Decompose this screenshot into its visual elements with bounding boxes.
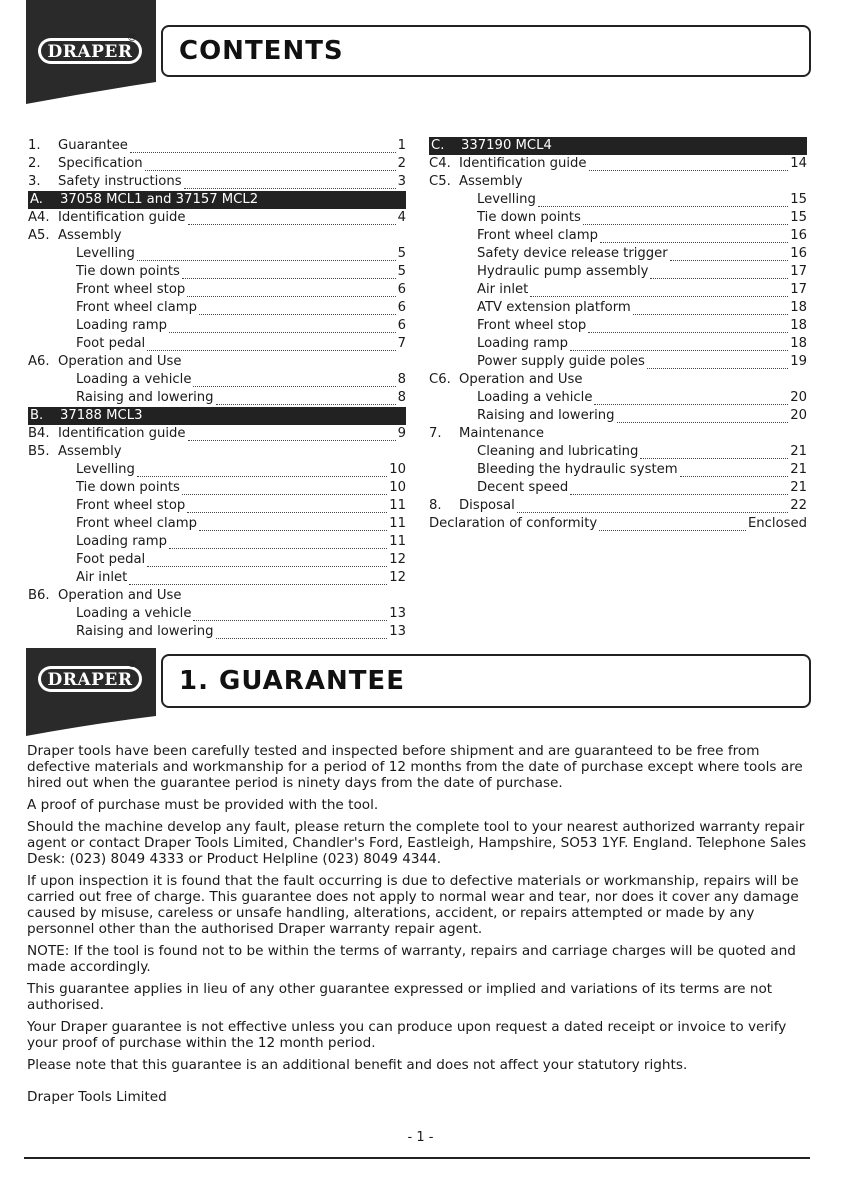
toc-entry-label: Air inlet (477, 282, 529, 297)
toc-entry-page: 8 (397, 372, 406, 387)
toc-entry-label: Power supply guide poles (477, 354, 645, 369)
toc-leader-dots (600, 231, 788, 243)
toc-entry-page: 3 (397, 174, 406, 189)
toc-entry-page: 12 (389, 570, 406, 585)
toc-leader-dots (187, 285, 395, 297)
toc-entry-label: Tie down points (76, 480, 180, 495)
toc-entry-label: Air inlet (76, 570, 128, 585)
toc-entry (28, 587, 406, 605)
toc-entry (28, 515, 406, 533)
toc-leader-dots (647, 357, 788, 369)
toc-entry-label: Levelling (76, 462, 135, 477)
toc-entry (28, 155, 406, 173)
toc-entry-label: 337190 MCL4 (461, 138, 552, 153)
toc-entry-page: 14 (790, 156, 807, 171)
toc-entry-label: Loading ramp (76, 318, 167, 333)
toc-leader-dots (169, 537, 387, 549)
toc-entry-page: 6 (397, 300, 406, 315)
toc-leader-dots (583, 213, 788, 225)
toc-entry-number: 2. (28, 156, 41, 171)
toc-entry (429, 263, 807, 281)
toc-entry-label: Identification guide (58, 210, 186, 225)
toc-entry (429, 335, 807, 353)
toc-entry-label: Foot pedal (76, 336, 146, 351)
toc-entry-number: A4. (28, 210, 50, 225)
toc-entry-label: Levelling (477, 192, 536, 207)
toc-entry (28, 299, 406, 317)
toc-entry (28, 551, 406, 569)
guarantee-banner (0, 648, 841, 728)
toc-entry-page: 18 (790, 300, 807, 315)
toc-entry-number: A5. (28, 228, 50, 243)
toc-entry-label: Guarantee (58, 138, 128, 153)
toc-entry-label: Tie down points (477, 210, 581, 225)
guarantee-paragraph: Should the machine develop any fault, please return the complete tool to your nearest authorized warranty repair agent or contact Draper Tools Limited, Chandler's Ford, Eastleigh, Hampshire, SO53 1YF. England. Telephone Sales Desk: (023) 8049 4333 or Product Helpline (023) 8049 4344. (27, 819, 807, 867)
toc-entry (28, 137, 406, 155)
toc-leader-dots (147, 555, 387, 567)
toc-entry (429, 209, 807, 227)
toc-entry-page: 11 (389, 498, 406, 513)
toc-leader-dots (538, 195, 788, 207)
toc-entry-page: 21 (790, 444, 807, 459)
toc-entry-page: 15 (790, 210, 807, 225)
toc-entry-number: C5. (429, 174, 451, 189)
toc-leader-dots (599, 519, 746, 531)
toc-entry (429, 281, 807, 299)
toc-entry-page: Enclosed (747, 516, 807, 531)
toc-entry (28, 353, 406, 371)
toc-leader-dots (187, 501, 387, 513)
brand-tab (26, 0, 156, 104)
toc-leader-dots (137, 465, 387, 477)
toc-entry-number: B4. (28, 426, 50, 441)
contents-title: CONTENTS (179, 36, 344, 66)
toc-entry-number: B6. (28, 588, 50, 603)
toc-entry-page: 22 (790, 498, 807, 513)
toc-entry (28, 461, 406, 479)
toc-entry (28, 425, 406, 443)
toc-leader-dots (130, 141, 396, 153)
page-number: - 1 - (407, 1130, 434, 1145)
toc-entry-page: 18 (790, 318, 807, 333)
toc-entry-page: 15 (790, 192, 807, 207)
toc-entry (429, 389, 807, 407)
toc-entry-number: 7. (429, 426, 442, 441)
toc-entry-label: Tie down points (76, 264, 180, 279)
toc-entry-label: Front wheel stop (76, 282, 186, 297)
toc-entry-number: 8. (429, 498, 442, 513)
toc-leader-dots (570, 339, 788, 351)
toc-leader-dots (588, 321, 788, 333)
toc-entry-label: Front wheel stop (477, 318, 587, 333)
toc-entry (429, 497, 807, 515)
toc-left-column (28, 137, 406, 641)
toc-right-column (429, 137, 807, 533)
toc-entry-page: 2 (397, 156, 406, 171)
toc-entry (429, 155, 807, 173)
toc-entry-label: Levelling (76, 246, 135, 261)
signoff: Draper Tools Limited (27, 1089, 167, 1105)
toc-entry-label: Identification guide (58, 426, 186, 441)
toc-entry-page: 6 (397, 282, 406, 297)
toc-entry-label: Assembly (58, 444, 122, 459)
toc-entry (28, 479, 406, 497)
guarantee-title: 1. GUARANTEE (179, 666, 405, 696)
toc-entry-page: 1 (397, 138, 406, 153)
toc-entry-page: 6 (397, 318, 406, 333)
toc-leader-dots (680, 465, 789, 477)
toc-entry (28, 227, 406, 245)
toc-entry-page: 18 (790, 336, 807, 351)
toc-entry-label: Loading ramp (76, 534, 167, 549)
toc-leader-dots (169, 321, 396, 333)
toc-leader-dots (530, 285, 788, 297)
toc-leader-dots (650, 267, 788, 279)
toc-entry-label: Specification (58, 156, 143, 171)
toc-entry-page: 11 (389, 534, 406, 549)
toc-leader-dots (589, 159, 789, 171)
contents-banner (0, 0, 841, 80)
toc-entry-label: Raising and lowering (76, 390, 214, 405)
toc-entry (429, 227, 807, 245)
toc-entry (28, 569, 406, 587)
guarantee-paragraph: Your Draper guarantee is not effective unless you can produce upon request a dated receipt or invoice to verify your proof of purchase within the 12 month period. (27, 1019, 787, 1051)
toc-entry-label: Operation and Use (58, 588, 182, 603)
toc-entry (429, 317, 807, 335)
toc-entry (28, 623, 406, 641)
footer-rule (24, 1157, 810, 1159)
toc-entry-label: Disposal (459, 498, 515, 513)
toc-entry-label: Raising and lowering (477, 408, 615, 423)
toc-entry (28, 443, 406, 461)
toc-entry-page: 8 (397, 390, 406, 405)
toc-entry (429, 515, 807, 533)
toc-entry (28, 407, 406, 425)
guarantee-paragraph: Please note that this guarantee is an additional benefit and does not affect your statutory rights. (27, 1057, 688, 1073)
toc-entry-label: Assembly (58, 228, 122, 243)
toc-entry (429, 299, 807, 317)
toc-entry-label: Hydraulic pump assembly (477, 264, 649, 279)
toc-entry (28, 263, 406, 281)
guarantee-paragraph: This guarantee applies in lieu of any other guarantee expressed or implied and variations of its terms are not authorised. (27, 981, 773, 1013)
toc-entry-label: 37188 MCL3 (60, 408, 143, 423)
toc-leader-dots (199, 303, 396, 315)
toc-entry (429, 137, 807, 155)
toc-entry-number: C4. (429, 156, 451, 171)
toc-entry (28, 209, 406, 227)
toc-entry (28, 533, 406, 551)
toc-entry-label: Front wheel stop (76, 498, 186, 513)
toc-leader-dots (129, 573, 387, 585)
toc-entry (429, 245, 807, 263)
toc-entry (429, 461, 807, 479)
toc-entry-label: Raising and lowering (76, 624, 214, 639)
toc-entry-label: Bleeding the hydraulic system (477, 462, 678, 477)
toc-leader-dots (517, 501, 788, 513)
toc-entry (28, 605, 406, 623)
toc-leader-dots (640, 447, 788, 459)
toc-entry-page: 9 (397, 426, 406, 441)
registered-mark: ® (127, 659, 137, 670)
guarantee-paragraph: NOTE: If the tool is found not to be within the terms of warranty, repairs and carriage charges will be quoted and made accordingly. (27, 943, 796, 975)
toc-leader-dots (182, 483, 387, 495)
toc-leader-dots (670, 249, 789, 261)
toc-entry-label: Maintenance (459, 426, 544, 441)
toc-entry-label: Front wheel clamp (477, 228, 598, 243)
toc-entry (429, 479, 807, 497)
toc-entry-page: 13 (389, 606, 406, 621)
toc-entry-number: B. (30, 408, 44, 423)
toc-entry-label: Safety device release trigger (477, 246, 668, 261)
toc-entry-label: Front wheel clamp (76, 516, 197, 531)
toc-entry (429, 173, 807, 191)
toc-entry-page: 5 (397, 264, 406, 279)
toc-entry (28, 191, 406, 209)
toc-entry-page: 4 (397, 210, 406, 225)
toc-entry-label: 37058 MCL1 and 37157 MCL2 (60, 192, 259, 207)
toc-entry (429, 407, 807, 425)
toc-leader-dots (188, 429, 396, 441)
guarantee-paragraph: If upon inspection it is found that the fault occurring is due to defective materials or workmanship, repairs will be carried out free of charge. This guarantee does not apply to normal wear and tear, nor does it cover any damage caused by misuse, careless or unsafe handling, alterations, accident, or repairs attempted or made by any personnel other than the authorised Draper warranty repair agent. (27, 873, 799, 937)
toc-entry-label: Loading a vehicle (76, 372, 192, 387)
contents-title-box (161, 25, 811, 77)
toc-entry-page: 19 (790, 354, 807, 369)
toc-entry-page: 10 (389, 480, 406, 495)
toc-entry (28, 317, 406, 335)
guarantee-paragraph: Draper tools have been carefully tested and inspected before shipment and are guaranteed to be free from defective materials and workmanship for a period of 12 months from the date of purchase except where tools are hired out when the guarantee period is ninety days from the date of purchase. (27, 743, 803, 791)
draper-logo (26, 0, 156, 104)
toc-entry (28, 389, 406, 407)
toc-leader-dots (617, 411, 789, 423)
toc-entry-page: 16 (790, 228, 807, 243)
toc-leader-dots (182, 267, 396, 279)
toc-entry-page: 17 (790, 282, 807, 297)
toc-entry (429, 191, 807, 209)
toc-entry-label: Decent speed (477, 480, 569, 495)
toc-entry-page: 21 (790, 480, 807, 495)
toc-entry-page: 7 (397, 336, 406, 351)
toc-entry-number: 3. (28, 174, 41, 189)
toc-entry (28, 335, 406, 353)
toc-entry-label: Operation and Use (459, 372, 583, 387)
logo-text: DRAPER (47, 670, 133, 690)
guarantee-body (27, 743, 817, 1079)
toc-entry-label: Loading a vehicle (76, 606, 192, 621)
toc-entry-number: B5. (28, 444, 50, 459)
toc-entry-page: 21 (790, 462, 807, 477)
toc-entry-number: A. (30, 192, 43, 207)
toc-entry-page: 16 (790, 246, 807, 261)
toc-entry-page: 11 (389, 516, 406, 531)
toc-entry (28, 497, 406, 515)
toc-leader-dots (193, 375, 395, 387)
toc-leader-dots (145, 159, 396, 171)
registered-mark: ® (127, 33, 137, 44)
toc-entry-label: Cleaning and lubricating (477, 444, 639, 459)
toc-entry-label: Safety instructions (58, 174, 182, 189)
toc-entry-page: 20 (790, 408, 807, 423)
toc-entry-label: Assembly (459, 174, 523, 189)
toc-leader-dots (137, 249, 396, 261)
toc-entry (28, 173, 406, 191)
toc-leader-dots (570, 483, 788, 495)
toc-entry (28, 371, 406, 389)
toc-entry-number: C6. (429, 372, 451, 387)
guarantee-paragraph: A proof of purchase must be provided with the tool. (27, 797, 379, 813)
toc-leader-dots (594, 393, 788, 405)
toc-entry-label: Declaration of conformity (429, 516, 598, 531)
toc-entry-page: 20 (790, 390, 807, 405)
toc-entry (429, 353, 807, 371)
toc-entry-label: Foot pedal (76, 552, 146, 567)
toc-entry-number: C. (431, 138, 445, 153)
toc-leader-dots (188, 213, 396, 225)
toc-entry-number: 1. (28, 138, 41, 153)
toc-entry (429, 425, 807, 443)
toc-entry-page: 10 (389, 462, 406, 477)
toc-entry-page: 12 (389, 552, 406, 567)
toc-leader-dots (193, 609, 387, 621)
toc-entry-label: Front wheel clamp (76, 300, 197, 315)
toc-leader-dots (633, 303, 788, 315)
toc-leader-dots (216, 627, 388, 639)
toc-leader-dots (199, 519, 387, 531)
toc-entry-label: Loading a vehicle (477, 390, 593, 405)
toc-entry-label: ATV extension platform (477, 300, 631, 315)
toc-leader-dots (147, 339, 395, 351)
guarantee-title-box (161, 654, 811, 708)
toc-entry (28, 281, 406, 299)
toc-entry-label: Loading ramp (477, 336, 568, 351)
toc-entry-page: 13 (389, 624, 406, 639)
toc-entry-label: Identification guide (459, 156, 587, 171)
toc-entry-label: Operation and Use (58, 354, 182, 369)
toc-entry-number: A6. (28, 354, 50, 369)
toc-entry-page: 17 (790, 264, 807, 279)
toc-entry (429, 443, 807, 461)
toc-leader-dots (216, 393, 396, 405)
logo-text: DRAPER (47, 42, 133, 62)
toc-entry (429, 371, 807, 389)
toc-leader-dots (184, 177, 396, 189)
toc-entry (28, 245, 406, 263)
toc-entry-page: 5 (397, 246, 406, 261)
